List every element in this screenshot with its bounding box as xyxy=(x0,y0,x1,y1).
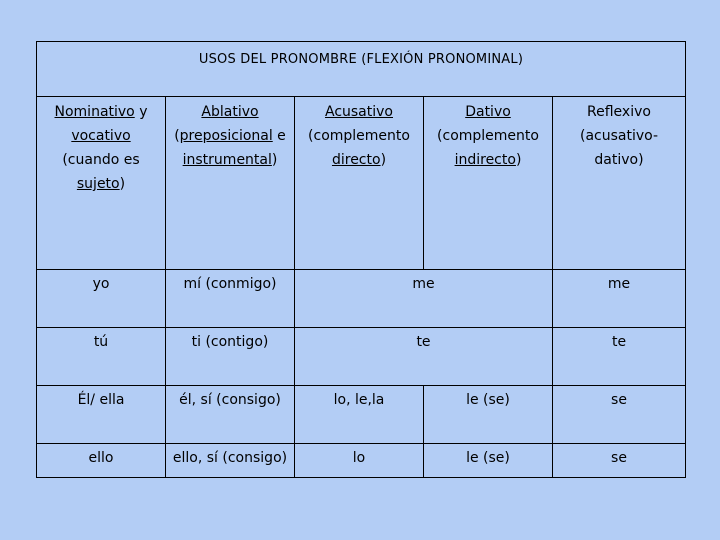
pronoun-usage-table xyxy=(36,41,686,478)
header-reflexivo: Reflexivo (acusativo- dativo) xyxy=(553,97,686,270)
cell-acusativo-dativo: te xyxy=(295,328,553,386)
header-acusativo: Acusativo (complemento directo) xyxy=(295,97,424,270)
header-nominativo: Nominativo y vocativo (cuando es sujeto) xyxy=(37,97,166,270)
cell-acusativo-dativo: me xyxy=(295,270,553,328)
cell-reflexivo: me xyxy=(553,270,686,328)
cell-ablativo: él, sí (consigo) xyxy=(166,386,295,444)
cell-dativo: le (se) xyxy=(424,444,553,478)
table-row xyxy=(37,270,686,328)
cell-nominativo: tú xyxy=(37,328,166,386)
table-title: USOS DEL PRONOMBRE (FLEXIÓN PRONOMINAL) xyxy=(37,42,686,97)
cell-dativo: le (se) xyxy=(424,386,553,444)
cell-acusativo: lo xyxy=(295,444,424,478)
cell-ablativo: mí (conmigo) xyxy=(166,270,295,328)
cell-ablativo: ti (contigo) xyxy=(166,328,295,386)
table-row xyxy=(37,328,686,386)
table-row xyxy=(37,444,686,478)
cell-nominativo: yo xyxy=(37,270,166,328)
cell-reflexivo: te xyxy=(553,328,686,386)
cell-acusativo: lo, le,la xyxy=(295,386,424,444)
cell-reflexivo: se xyxy=(553,444,686,478)
cell-nominativo: Él/ ella xyxy=(37,386,166,444)
cell-ablativo: ello, sí (consigo) xyxy=(166,444,295,478)
cell-reflexivo: se xyxy=(553,386,686,444)
header-dativo: Dativo (complemento indirecto) xyxy=(424,97,553,270)
cell-nominativo: ello xyxy=(37,444,166,478)
table-row xyxy=(37,386,686,444)
header-ablativo: Ablativo (preposicional e instrumental) xyxy=(166,97,295,270)
